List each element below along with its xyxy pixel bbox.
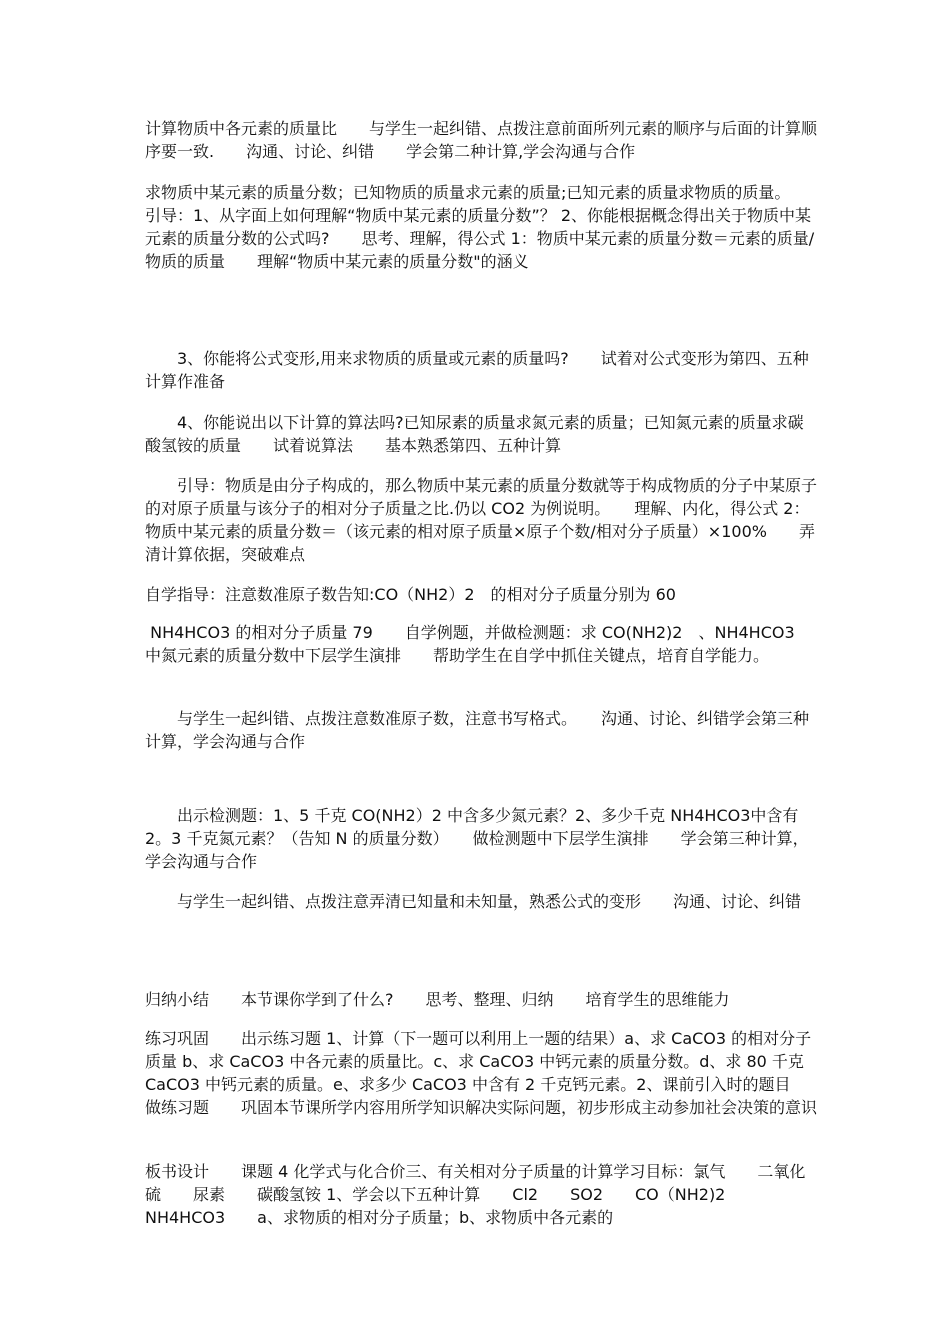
paragraph-error-correction-one: 与学生一起纠错、点拨注意数准原子数，注意书写格式。 沟通、讨论、纠错学会第三种计算，学会沟通与合作 [145, 709, 810, 751]
paragraph-formula-transform: 3、你能将公式变形,用来求物质的质量或元素的质量吗? 试着对公式变形为第四、五种计算作准备 [145, 349, 809, 391]
paragraph-summary: 归纳小结 本节课你学到了什么? 思考、整理、归纳 培育学生的思维能力 [145, 990, 730, 1009]
paragraph-board-design: 板书设计 课题 4 化学式与化合价三、有关相对分子质量的计算学习目标：氯气 二氧化硫 尿素 碳酸氢铵 1、学会以下五种计算 Cl2 SO2 CO（NH2)2 NH4HCO3 a、求物质的相对分子质量；b、求物质中各元素的 [145, 1162, 806, 1227]
paragraph-mass-ratio: 计算物质中各元素的质量比 与学生一起纠错、点拨注意前面所列元素的顺序与后面的计算顺序要一致. 沟通、讨论、纠错 学会第二种计算,学会沟通与合作 [145, 119, 818, 161]
paragraph-self-study-example: NH4HCO3 的相对分子质量 79 自学例题，并做检测题：求 CO(NH2)2 、NH4HCO3 中氮元素的质量分数中下层学生演排 帮助学生在自学中抓住关键点，培育自学能力。 [145, 623, 811, 665]
paragraph-formula-two: 引导：物质是由分子构成的，那么物质中某元素的质量分数就等于构成物质的分子中某原子的对原子质量与该分子的相对分子质量之比.仍以 CO2 为例说明。 理解、内化，得公式 2：物质中某元素的质量分数＝（该元素的相对原子质量×原子个数/相对分子质量）×100% 弄清计算依据，突破难点 [145, 476, 818, 564]
paragraph-practice: 练习巩固 出示练习题 1、计算（下一题可以利用上一题的结果）a、求 CaCO3 的相对分子质量 b、求 CaCO3 中各元素的质量比。c、求 CaCO3 中钙元素的质量分数。d、求 80 千克 CaCO3 中钙元素的质量。e、求多少 CaCO3 中含有 2 千克钙元素。2、课前引入时的题目 做练习题 巩固本节课所学内容用所学知识解决实际问题，初步形成主动参加社会决策的意识 [145, 1029, 823, 1117]
paragraph-mass-fraction-intro: 求物质中某元素的质量分数；已知物质的质量求元素的质量;已知元素的质量求物质的质量。 引导：1、从字面上如何理解“物质中某元素的质量分数”？ 2、你能根据概念得出关于物质中某元素的质量分数的公式吗? 思考、理解，得公式 1：物质中某元素的质量分数＝元素的质量/物质的质量 理解“物质中某元素的质量分数"的涵义 [145, 183, 815, 271]
paragraph-test-questions: 出示检测题：1、5 千克 CO(NH2）2 中含多少氮元素？2、多少千克 NH4HCO3中含有 2。3 千克氮元素？（告知 N 的质量分数） 做检测题中下层学生演排 学会第三种计算，学会沟通与合作 [145, 806, 809, 871]
paragraph-algorithm-question: 4、你能说出以下计算的算法吗?已知尿素的质量求氮元素的质量；已知氮元素的质量求碳酸氢铵的质量 试着说算法 基本熟悉第四、五种计算 [145, 413, 804, 455]
paragraph-self-study-guide: 自学指导：注意数准原子数告知:CO（NH2）2 的相对分子质量分别为 60 [145, 585, 676, 604]
paragraph-error-correction-two: 与学生一起纠错、点拨注意弄清已知量和未知量，熟悉公式的变形 沟通、讨论、纠错 [145, 892, 802, 911]
